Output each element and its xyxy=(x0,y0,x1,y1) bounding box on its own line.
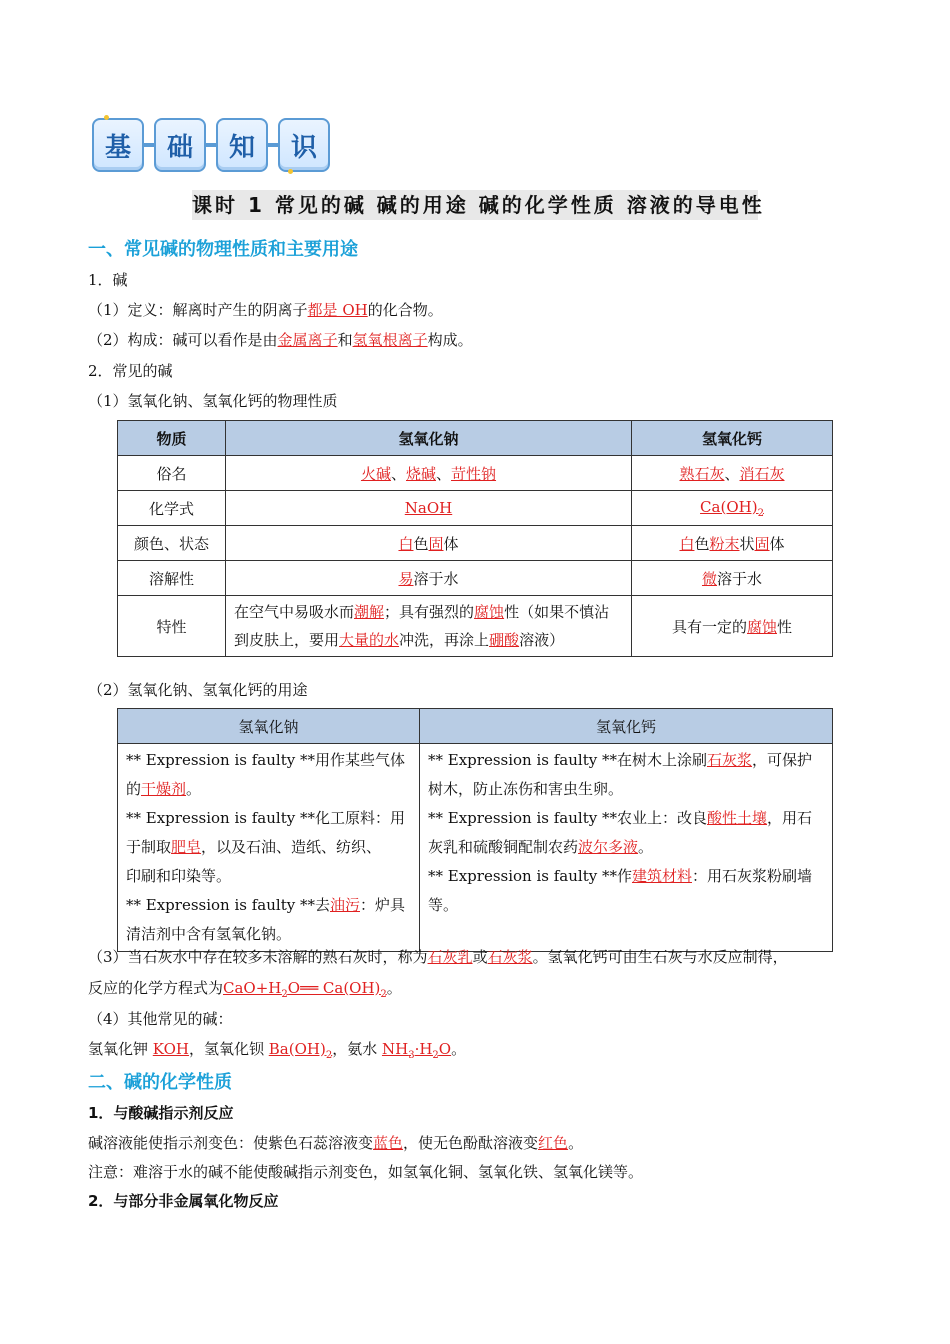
table-row: 特性 在空气中易吸水而潮解；具有强烈的腐蚀性（如果不慎沾到皮肤上，要用大量的水冲洗，再涂上硼酸溶液） 具有一定的腐蚀性 xyxy=(118,596,833,657)
paragraph: 注意：难溶于水的碱不能使酸碱指示剂变色，如氢氧化铜、氢氧化铁、氢氧化镁等。 xyxy=(88,1163,644,1181)
table-header: 氢氧化钙 xyxy=(632,421,833,456)
sparkle-icon xyxy=(288,169,293,174)
page-title: 课时 1 常见的碱 碱的用途 碱的化学性质 溶液的导电性 xyxy=(192,190,758,220)
definition-line: （1）定义：解离时产生的阴离子都是 OH的化合物。 xyxy=(88,301,443,319)
table-header: 氢氧化钠 xyxy=(118,709,420,744)
badge-tile: 识 xyxy=(278,118,330,172)
table-header: 物质 xyxy=(118,421,226,456)
badge-tile: 知 xyxy=(216,118,268,172)
section-badge xyxy=(92,118,330,172)
paragraph: 1．碱 xyxy=(88,271,128,289)
subheading: 1．与酸碱指示剂反应 xyxy=(88,1104,234,1122)
section-heading-2: 二、碱的化学性质 xyxy=(88,1072,232,1093)
uses-table xyxy=(117,708,833,952)
subheading: 2．与部分非金属氧化物反应 xyxy=(88,1192,279,1210)
badge-tile: 础 xyxy=(154,118,206,172)
composition-line: （2）构成：碱可以看作是由金属离子和氢氧根离子构成。 xyxy=(88,331,473,349)
badge-tile: 基 xyxy=(92,118,144,172)
table-row: 颜色、状态 白色固体 白色粉末状固体 xyxy=(118,526,833,561)
paragraph: （1）氢氧化钠、氢氧化钙的物理性质 xyxy=(88,392,338,410)
table-row: ** Expression is faulty **用作某些气体 的干燥剂。 ** Expression is faulty **化工原料：用 于制取肥皂，以及石油、造纸、纺织、 印刷和印染等。 ** Expression is faulty **去油污：炉具 清洁剂中含有氢氧化钠。 ** Expression is faulty **在树木上涂刷石灰浆，可保护 树木，防止冻伤和害虫生卵。 ** Expression is faulty **农业上：改良酸性土壤，用石 灰乳和硫酸铜配制农药波尔多液。 ** Expression is faulty **作建筑材料：用石灰浆粉刷墙 等。 xyxy=(118,744,833,952)
table-row: 俗名 火碱、烧碱、苛性钠 熟石灰、消石灰 xyxy=(118,456,833,491)
paragraph: （4）其他常见的碱： xyxy=(88,1010,233,1028)
section-heading-1: 一、常见碱的物理性质和主要用途 xyxy=(88,239,358,260)
paragraph: 氢氧化钾 KOH，氢氧化钡 $Ba(OH)_2$，氨水 $NH_3\cdot H_2O$。 xyxy=(88,1040,467,1061)
sparkle-icon xyxy=(104,115,109,120)
table-row: 化学式 NaOH $Ca(OH)_2$ xyxy=(118,491,833,526)
paragraph: 碱溶液能使指示剂变色：使紫色石蕊溶液变蓝色，使无色酚酞溶液变红色。 xyxy=(88,1134,584,1152)
table-row: 溶解性 易溶于水 微溶于水 xyxy=(118,561,833,596)
paragraph: （3）当石灰水中存在较多未溶解的熟石灰时，称为石灰乳或石灰浆。氢氧化钙可由生石灰与水反应制得， xyxy=(88,948,788,966)
paragraph: （2）氢氧化钠、氢氧化钙的用途 xyxy=(88,681,308,699)
table-header: 氢氧化钙 xyxy=(420,709,833,744)
physical-properties-table xyxy=(117,420,833,657)
paragraph: 2．常见的碱 xyxy=(88,362,173,380)
equation-line: 反应的化学方程式为$CaO+H_2O══$ $Ca(OH)_2$。 xyxy=(88,979,402,1000)
table-header: 氢氧化钠 xyxy=(226,421,632,456)
